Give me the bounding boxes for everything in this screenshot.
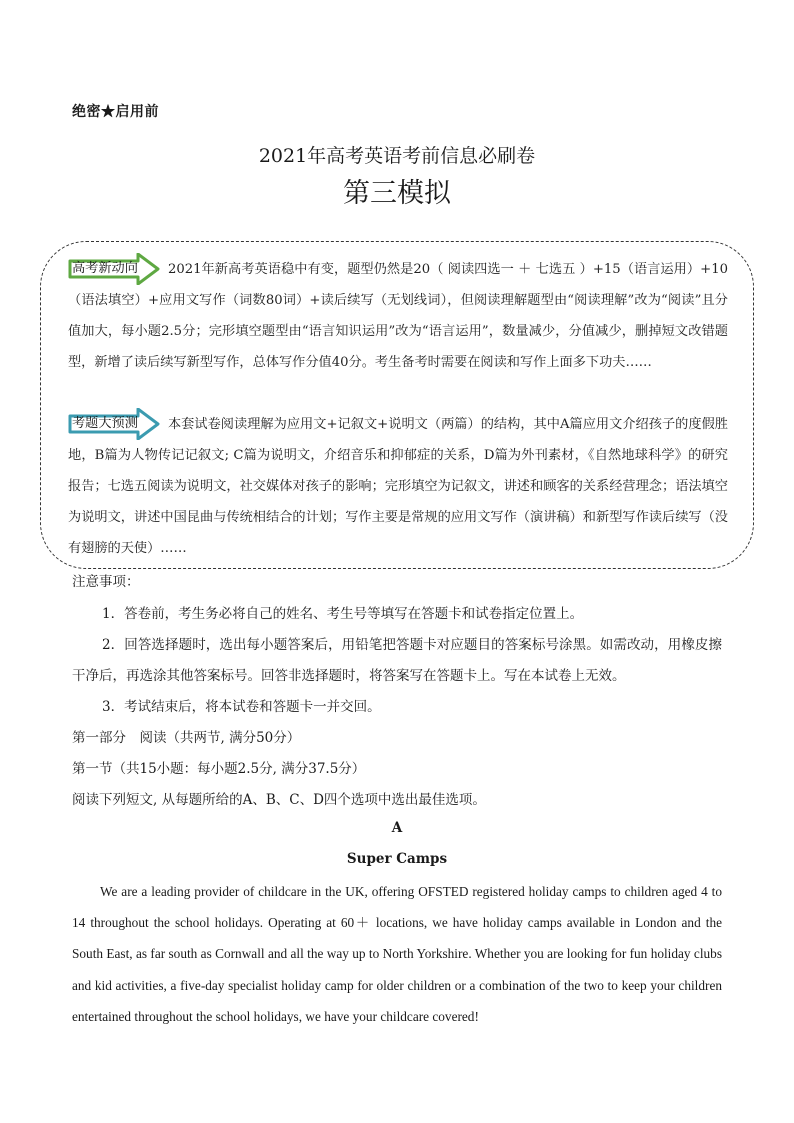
section-title: 第一节（共15小题：每小题2.5分, 满分37.5分） [72, 761, 366, 777]
forecast-tag-label: 考题大预测 [72, 416, 138, 431]
forecast-paragraph [68, 409, 728, 564]
confidential-label: 绝密★启用前 [72, 104, 159, 120]
passage-label: A [391, 820, 403, 836]
passage-title: Super Camps [346, 851, 448, 867]
part-title: 第一部分 阅读（共两节, 满分50分） [72, 730, 301, 746]
trend-text: 2021年新高考英语稳中有变，题型仍然是20（ 阅读四选一 ＋ 七选五 ）+15（语言运用）+10（语法填空）+应用文写作（词数80词）+读后续写（无划线词），但阅读理解题型由“阅读理解”改为“阅读”且分值加大，每小题2.5分；完形填空题型由“语言知识运用”改为“语言运用”，数量减少，分值减少，删掉短文改错题型，新增了读后续写新型写作，总体写作分值40分。考生备考时需要在阅读和写作上面多下功夫…… [68, 262, 728, 370]
notes-heading: 注意事项： [72, 574, 140, 590]
forecast-text: 本套试卷阅读理解为应用文+记叙文+说明文（两篇）的结构，其中A篇应用文介绍孩子的度假胜地，B篇为人物传记记叙文; C篇为说明文，介绍音乐和抑郁症的关系，D篇为外刊素材，《自然地球科学》的研究报告；七选五阅读为说明文，社交媒体对孩子的影响；完形填空为记叙文，讲述和顾客的关系经营理念；语法填空为说明文，讲述中国昆曲与传统相结合的计划；写作主要是常规的应用文写作（演讲稿）和新型写作读后续写（没有翅膀的天使）…… [68, 417, 728, 556]
trend-tag [68, 259, 166, 279]
exam-subtitle: 第三模拟 [343, 178, 451, 209]
passage-body: We are a leading provider of childcare in the UK, offering OFSTED registered holiday camps to children aged 4 to 14 throughout the school holidays. Operating at 60＋ locations, we have holiday camps available in London and the South East, as far south as Cornwall and all the way up to North Yorkshire. Whether you are looking for fun holiday clubs and kid activities, a five-day specialist holiday camp for older children or a combination of the two to keep your children entertained throughout the school holidays, we have your childcare covered! [72, 884, 722, 1024]
note-item: 2．回答选择题时，选出每小题答案后，用铅笔把答题卡对应题目的答案标号涂黑。如需改动，用橡皮擦干净后，再选涂其他答案标号。回答非选择题时，将答案写在答题卡上。写在本试卷上无效。 [72, 637, 722, 684]
forecast-tag [68, 414, 166, 434]
note-item: 3．考试结束后，将本试卷和答题卡一并交回。 [102, 699, 381, 715]
trend-tag-label: 高考新动向 [72, 261, 138, 276]
instruction: 阅读下列短文, 从每题所给的A、B、C、D四个选项中选出最佳选项。 [72, 792, 486, 808]
trend-paragraph [68, 254, 728, 378]
note-item: 1．答卷前，考生务必将自己的姓名、考生号等填写在答题卡和试卷指定位置上。 [102, 606, 584, 622]
exam-title: 2021年高考英语考前信息必刷卷 [258, 145, 536, 167]
